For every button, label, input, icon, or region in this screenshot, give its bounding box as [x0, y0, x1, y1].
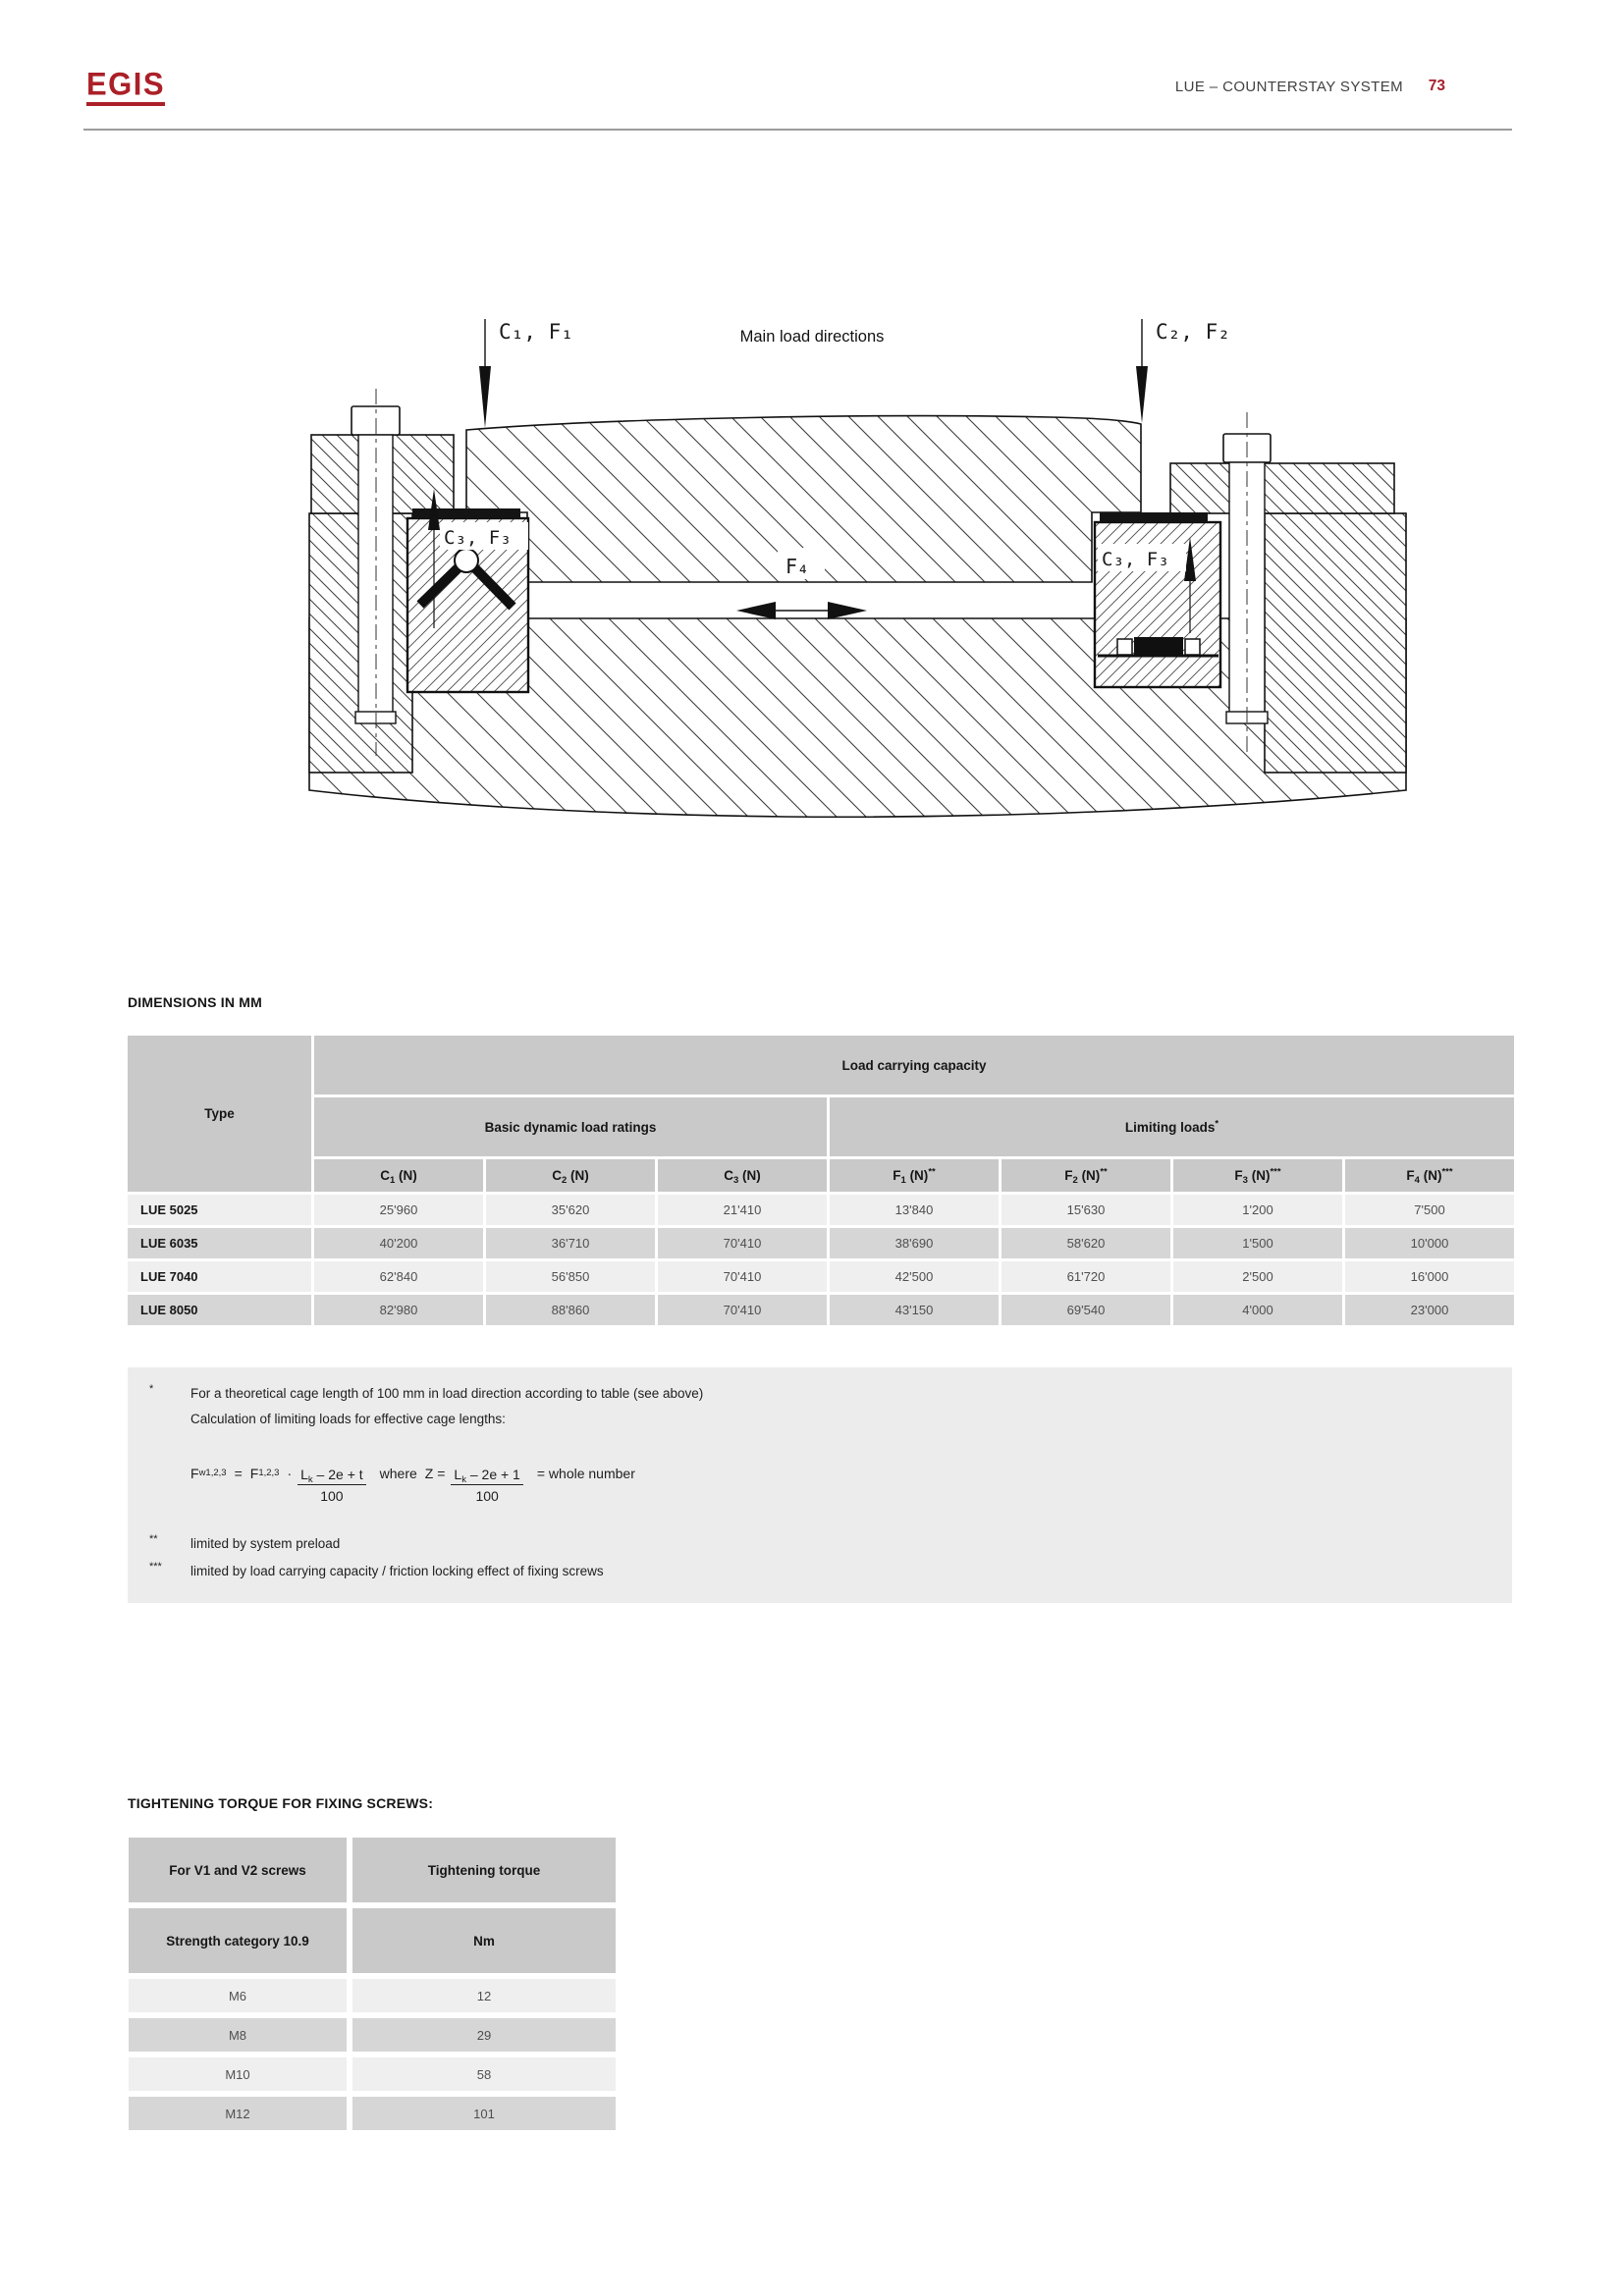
table-row-lue-8050	[128, 1295, 1514, 1325]
torque-heading: TIGHTENING TORQUE FOR FIXING SCREWS:	[128, 1795, 434, 1811]
page-title: LUE – COUNTERSTAY SYSTEM	[1174, 79, 1403, 95]
formula-lhs: F	[190, 1466, 199, 1482]
footnote-triple-star-text: limited by load carrying capacity / friction locking effect of fixing screws	[190, 1563, 604, 1578]
value-cell: 38'690	[830, 1228, 999, 1258]
torque-value-cell: 58	[352, 2057, 616, 2091]
footnote-star-label: *	[149, 1383, 154, 1395]
value-cell: 7'500	[1345, 1195, 1514, 1225]
torque-row-m10	[129, 2057, 616, 2091]
type-cell: LUE 7040	[128, 1261, 311, 1292]
value-cell: 70'410	[658, 1228, 827, 1258]
value-cell: 36'710	[486, 1228, 655, 1258]
formula-equals: =	[234, 1466, 243, 1482]
footnote-double-star-label: **	[149, 1533, 158, 1546]
column-header-c2: $C_2$ (N)	[486, 1159, 655, 1192]
value-cell: 4'000	[1173, 1295, 1342, 1325]
right-cage-block	[1095, 512, 1220, 687]
frac1-num-base: L	[300, 1467, 308, 1483]
table-row-lue-6035	[128, 1228, 1514, 1258]
table-row-lue-7040	[128, 1261, 1514, 1292]
main-table-column-header-row	[128, 1159, 1514, 1192]
torque-col2-header: Tightening torque	[352, 1838, 616, 1902]
drawing-svg	[196, 294, 1424, 874]
screw-size-cell: M6	[129, 1979, 347, 2012]
torque-table-body	[129, 1979, 616, 2130]
egis-logo-underline	[86, 102, 165, 106]
value-cell: 42'500	[830, 1261, 999, 1292]
value-cell: 10'000	[1345, 1228, 1514, 1258]
column-header-c3: $C_3$ (N)	[658, 1159, 827, 1192]
subgroup-basic-dynamic-load-ratings: Basic dynamic load ratings	[314, 1097, 827, 1156]
right-clamp-plate	[1170, 463, 1394, 513]
right-fixing-screw	[1223, 412, 1271, 756]
tightening-torque-table	[123, 1832, 622, 2136]
torque-col1-header: For V1 and V2 screws	[129, 1838, 347, 1902]
type-header: Type	[128, 1036, 311, 1192]
frac2-num-sub: k	[461, 1474, 466, 1486]
footnote-double-star	[128, 1531, 1512, 1557]
c1-f1-label: C₁, F₁	[499, 320, 573, 344]
main-table-body	[128, 1195, 1514, 1325]
type-cell: LUE 8050	[128, 1295, 311, 1325]
c3-f3-left-label: C₃, F₃	[444, 527, 512, 549]
frac2-num-rest: – 2e + 1	[465, 1467, 520, 1483]
counterstay-cross-section-drawing	[196, 294, 1424, 874]
column-header-f2: $F_2$ (N)**	[1001, 1159, 1170, 1192]
subgroup-limiting-loads-asterisk: *	[1215, 1118, 1219, 1129]
rail-channel	[528, 583, 1091, 617]
value-cell: 13'840	[830, 1195, 999, 1225]
torque-value-cell: 12	[352, 1979, 616, 2012]
value-cell: 70'410	[658, 1295, 827, 1325]
c3-f3-right-label: C₃, F₃	[1102, 549, 1169, 570]
egis-logo	[86, 66, 166, 106]
formula-rhs: F	[249, 1466, 259, 1482]
header-rule	[83, 129, 1512, 131]
c2-f2-label: C₂, F₂	[1156, 320, 1230, 344]
value-cell: 88'860	[486, 1295, 655, 1325]
value-cell: 70'410	[658, 1261, 827, 1292]
torque-col2-subheader: Nm	[352, 1908, 616, 1973]
value-cell: 1'500	[1173, 1228, 1342, 1258]
value-cell: 43'150	[830, 1295, 999, 1325]
subgroup-limiting-loads	[830, 1097, 1514, 1156]
column-header-f1: $F_1$ (N)**	[830, 1159, 999, 1192]
value-cell: 2'500	[1173, 1261, 1342, 1292]
group-header-load-carrying-capacity: Load carrying capacity	[314, 1036, 1514, 1095]
table-row-lue-5025	[128, 1195, 1514, 1225]
torque-row-m8	[129, 2018, 616, 2052]
column-header-f4: $F_4$ (N)***	[1345, 1159, 1514, 1192]
value-cell: 1'200	[1173, 1195, 1342, 1225]
screw-size-cell: M10	[129, 2057, 347, 2091]
footnote-star-line1: For a theoretical cage length of 100 mm in load direction according to table (see above)	[190, 1386, 704, 1401]
value-cell: 62'840	[314, 1261, 483, 1292]
value-cell: 15'630	[1001, 1195, 1170, 1225]
formula-fraction-1	[298, 1467, 366, 1504]
formula-fraction-2	[451, 1467, 522, 1504]
value-cell: 56'850	[486, 1261, 655, 1292]
formula-dot: ·	[287, 1466, 293, 1482]
subgroup-limiting-loads-text: Limiting loads	[1124, 1119, 1216, 1135]
c2-f2-load-arrow	[1136, 319, 1148, 423]
value-cell: 21'410	[658, 1195, 827, 1225]
dimensions-heading: DIMENSIONS IN MM	[128, 994, 262, 1010]
frac2-den: 100	[475, 1488, 499, 1505]
torque-col1-subheader: Strength category 10.9	[129, 1908, 347, 1973]
footnote-star	[128, 1381, 1512, 1431]
value-cell: 25'960	[314, 1195, 483, 1225]
egis-logo-text: EGIS	[86, 66, 166, 102]
f4-label: F₄	[785, 555, 810, 578]
left-fixing-screw	[352, 389, 400, 756]
limiting-load-formula: F w1,2,3 = F 1,2,3 · $\frac{L_k - 2e + t}{100}$ where Z = $\frac{L_k - 2e + 1}{100}$ = whole number	[190, 1466, 635, 1505]
frac2-num-base: L	[454, 1467, 462, 1483]
drawing-title: Main load directions	[739, 328, 885, 346]
torque-row-m6	[129, 1979, 616, 2012]
value-cell: 58'620	[1001, 1228, 1170, 1258]
frac1-den: 100	[320, 1488, 344, 1505]
footnote-star-line2: Calculation of limiting loads for effective cage lengths:	[190, 1411, 506, 1426]
frac1-num-rest: – 2e + t	[312, 1467, 363, 1483]
footnote-triple-star-label: ***	[149, 1560, 162, 1573]
value-cell: 23'000	[1345, 1295, 1514, 1325]
torque-value-cell: 29	[352, 2018, 616, 2052]
column-header-f3: $F_3$ (N)***	[1173, 1159, 1342, 1192]
value-cell: 35'620	[486, 1195, 655, 1225]
load-capacity-table	[125, 1033, 1517, 1328]
c1-f1-load-arrow	[479, 319, 491, 428]
torque-row-m12	[129, 2097, 616, 2130]
value-cell: 40'200	[314, 1228, 483, 1258]
value-cell: 69'540	[1001, 1295, 1170, 1325]
value-cell: 82'980	[314, 1295, 483, 1325]
column-header-c1: $C_1$ (N)	[314, 1159, 483, 1192]
formula-z: Z =	[424, 1466, 446, 1482]
page-number: 73	[1428, 78, 1445, 94]
screw-size-cell: M12	[129, 2097, 347, 2130]
type-cell: LUE 5025	[128, 1195, 311, 1225]
footnote-double-star-text: limited by system preload	[190, 1536, 341, 1552]
footnote-triple-star	[128, 1559, 1512, 1584]
frac1-num-sub: k	[307, 1474, 313, 1486]
type-cell: LUE 6035	[128, 1228, 311, 1258]
formula-tail: = whole number	[536, 1466, 635, 1482]
formula-where: where	[379, 1466, 417, 1482]
right-outer-block	[1265, 513, 1406, 773]
value-cell: 16'000	[1345, 1261, 1514, 1292]
screw-size-cell: M8	[129, 2018, 347, 2052]
value-cell: 61'720	[1001, 1261, 1170, 1292]
torque-value-cell: 101	[352, 2097, 616, 2130]
footnote-block	[128, 1367, 1512, 1603]
